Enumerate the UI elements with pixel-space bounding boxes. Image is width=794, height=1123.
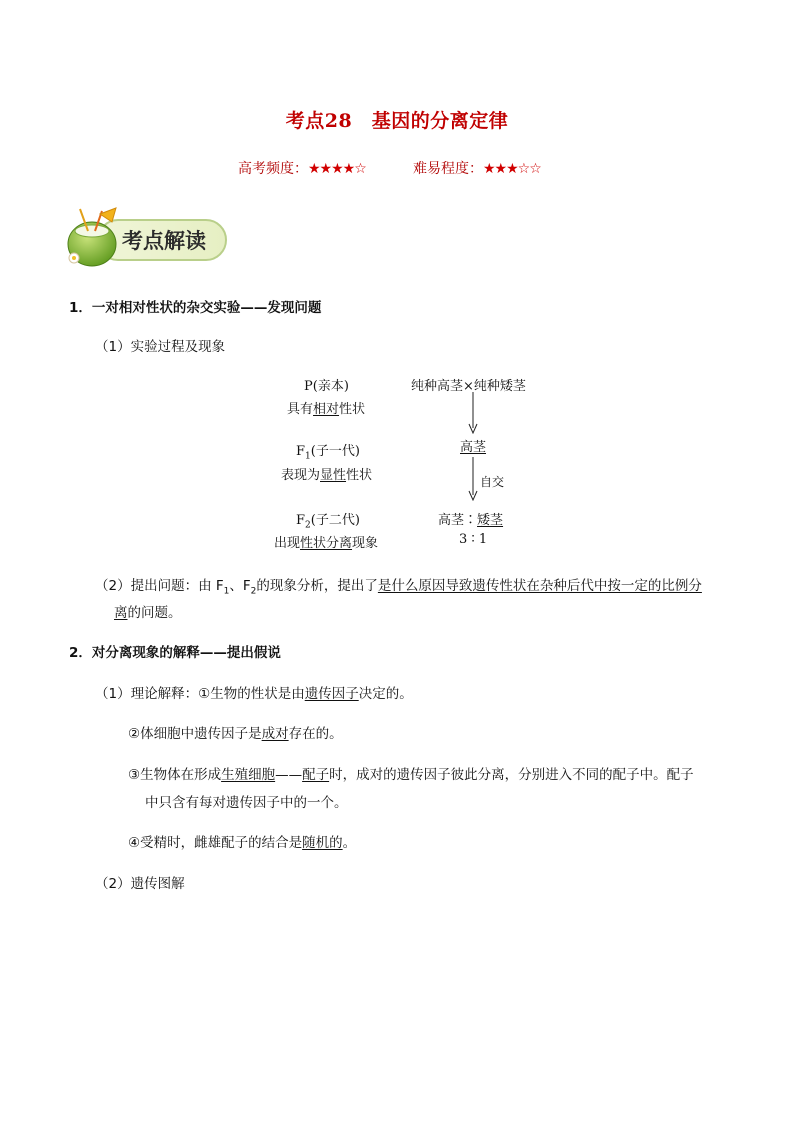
text: 。 (342, 835, 357, 851)
text: (子二代) (310, 513, 360, 528)
text: 现象 (352, 536, 379, 551)
underlined-term: 性状分离 (300, 536, 353, 551)
page-title: 考点28 基因的分离定律 (285, 110, 509, 132)
section-banner (64, 206, 230, 268)
text: 具有 (287, 402, 314, 417)
f1-description (281, 464, 372, 483)
text: （1）理论解释：①生物的性状是由 (95, 686, 305, 702)
section1-item1: （1）实验过程及现象 (95, 339, 226, 355)
underlined-term: 矮茎 (477, 513, 504, 528)
difficulty-label: 难易程度： (413, 161, 483, 177)
difficulty-rating (413, 158, 541, 178)
text: 的问题。 (127, 605, 182, 621)
section2-item2: （2）遗传图解 (95, 876, 185, 892)
f1-result (460, 436, 486, 455)
frequency-rating (238, 158, 366, 178)
f2-description (274, 532, 378, 551)
text: 、F (229, 578, 251, 594)
text: 决定的。 (358, 686, 413, 702)
underlined-term: 离 (114, 605, 128, 621)
text: F (296, 513, 306, 528)
f2-result (438, 509, 503, 528)
frequency-stars: ★★★★☆ (308, 161, 366, 177)
text: （2）提出问题：由 F (95, 578, 224, 594)
text: 出现 (274, 536, 301, 551)
section2-point4 (128, 831, 356, 851)
coconut-drink-icon (68, 208, 116, 266)
p-label: P(亲本) (304, 379, 349, 394)
text: 表现为 (281, 468, 321, 483)
banner-text: 考点解读 (122, 228, 206, 253)
section2-point3-line2: 中只含有每对遗传因子中的一个。 (145, 795, 348, 811)
text: ②体细胞中遗传因子是 (128, 726, 262, 742)
subscript: 2 (250, 586, 257, 597)
arrow-down-icon (466, 392, 480, 434)
underlined-term: 相对 (313, 402, 340, 417)
underlined-term: 显性 (320, 468, 347, 483)
text: ④受精时，雌雄配子的结合是 (128, 835, 303, 851)
underlined-term: 高茎 (460, 440, 487, 455)
text: (子一代) (310, 444, 360, 459)
text: ∶ (464, 513, 478, 528)
section1-item2-line2 (114, 601, 182, 621)
section1-item2 (95, 574, 702, 597)
text: ③生物体在形成 (128, 767, 222, 783)
f2-ratio: 3 ∶ 1 (459, 532, 488, 547)
section2-point3 (128, 763, 694, 783)
subscript: 1 (223, 586, 230, 597)
underlined-term: 成对 (261, 726, 289, 742)
text: 性状 (346, 468, 373, 483)
section2-item1 (95, 682, 413, 702)
f2-label (296, 509, 360, 531)
subscript: 2 (305, 520, 311, 531)
text: 高茎 (438, 513, 465, 528)
underlined-term: 配子 (302, 767, 330, 783)
text: 性状 (339, 402, 366, 417)
section2-heading: 2．对分离现象的解释——提出假说 (69, 645, 281, 661)
subscript: 1 (305, 451, 311, 462)
text: 时，成对的遗传因子彼此分离，分别进入不同的配子中。配子 (329, 767, 694, 783)
text: —— (275, 767, 303, 783)
text: F (296, 444, 306, 459)
section2-point2 (128, 722, 343, 742)
selfing-label: 自交 (480, 475, 505, 489)
underlined-term: 是什么原因导致遗传性状在杂种后代中按一定的比例分 (377, 578, 702, 594)
section1-heading: 1．一对相对性状的杂交实验——发现问题 (69, 300, 322, 316)
f1-label (296, 440, 360, 462)
text: 存在的。 (288, 726, 343, 742)
difficulty-stars: ★★★☆☆ (483, 161, 541, 177)
cross-parents: 纯种高茎×纯种矮茎 (411, 379, 526, 394)
p-description (287, 398, 365, 417)
underlined-term: 随机的 (302, 835, 343, 851)
arrow-down-icon (466, 457, 480, 501)
text: 的现象分析，提出了 (256, 578, 378, 594)
underlined-term: 遗传因子 (304, 686, 359, 702)
underlined-term: 生殖细胞 (221, 767, 276, 783)
frequency-label: 高考频度： (238, 161, 308, 177)
